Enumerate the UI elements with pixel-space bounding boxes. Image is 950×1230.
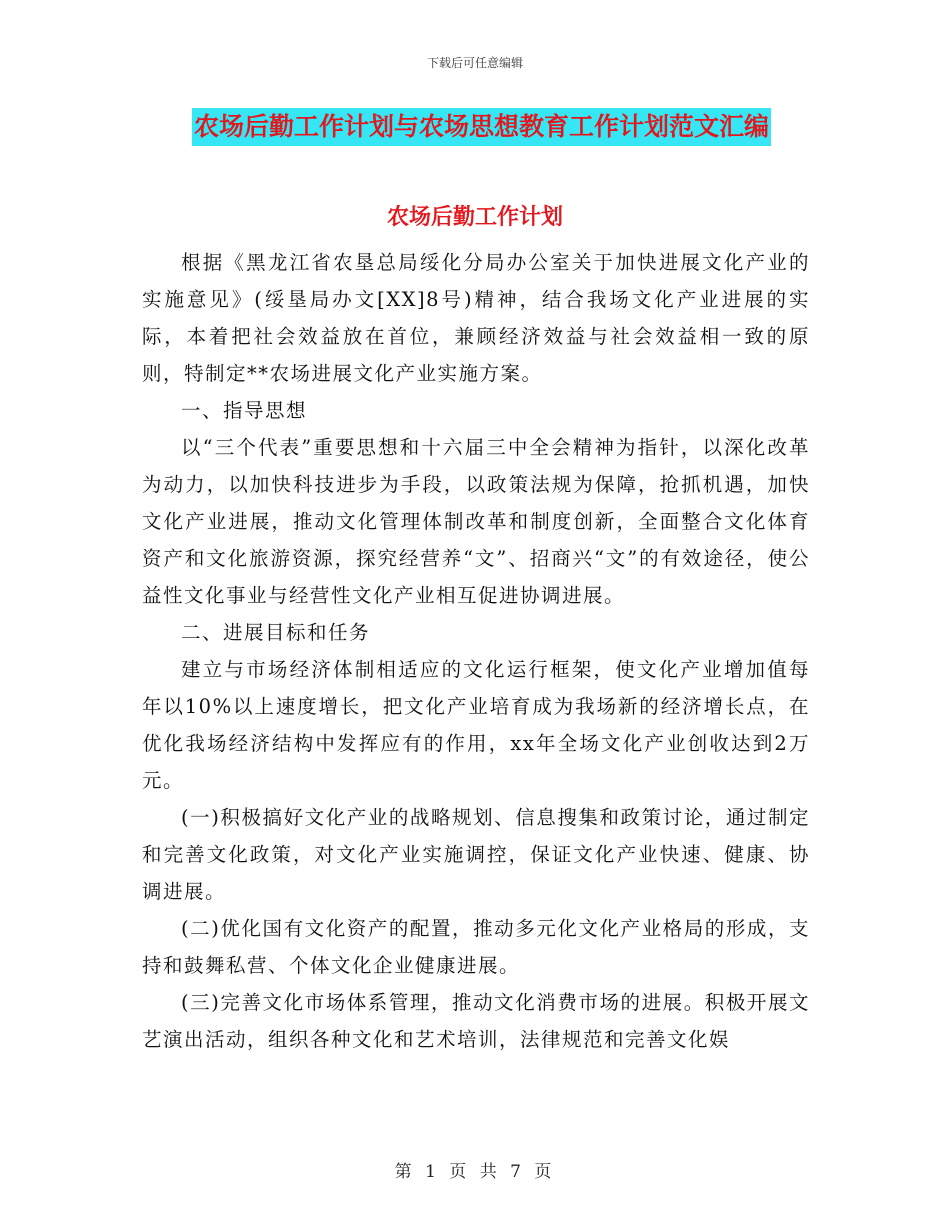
section-title: 农场后勤工作计划 [386, 205, 563, 230]
header-note: 下载后可任意编辑 [426, 56, 523, 70]
paragraph-goals: 建立与市场经济体制相适应的文化运行框架，使文化产业增加值每年以10%以上速度增长，把文化产业培育成为我场新的经济增长点，在优化我场经济结构中发挥应有的作用，xx年全场文化产业创收达到2万元。 [142, 658, 810, 792]
document-title: 农场后勤工作计划与农场思想教育工作计划范文汇编 [192, 108, 771, 146]
paragraph-guiding-ideology: 以“三个代表”重要思想和十六届三中全会精神为指针，以深化改革为动力，以加快科技进步为手段，以政策法规为保障，抢抓机遇，加快文化产业进展，推动文化管理体制改革和制度创新，全面整合文化体育资产和文化旅游资源，探究经营养“文”、招商兴“文”的有效途径，使公益性文化事业与经营性文化产业相互促进协调进展。 [142, 436, 810, 607]
paragraph-item-2: (二)优化国有文化资产的配置，推动多元化文化产业格局的形成，支持和鼓舞私营、个体文化企业健康进展。 [142, 917, 810, 977]
heading-guiding-ideology: 一、指导思想 [181, 399, 308, 422]
page-number: 第 1 页 共 7 页 [394, 1162, 556, 1182]
paragraph-intro: 根据《黑龙江省农垦总局绥化分局办公室关于加快进展文化产业的实施意见》(绥垦局办文[XX]8号)精神，结合我场文化产业进展的实际，本着把社会效益放在首位，兼顾经济效益与社会效益相一致的原则，特制定**农场进展文化产业实施方案。 [142, 251, 810, 385]
paragraph-item-1: (一)积极搞好文化产业的战略规划、信息搜集和政策讨论，通过制定和完善文化政策，对文化产业实施调控，保证文化产业快速、健康、协调进展。 [142, 806, 810, 903]
paragraph-item-3: (三)完善文化市场体系管理，推动文化消费市场的进展。积极开展文艺演出活动，组织各种文化和艺术培训，法律规范和完善文化娱 [142, 991, 810, 1051]
heading-goals-tasks: 二、进展目标和任务 [181, 621, 371, 644]
document-body [142, 244, 810, 1058]
